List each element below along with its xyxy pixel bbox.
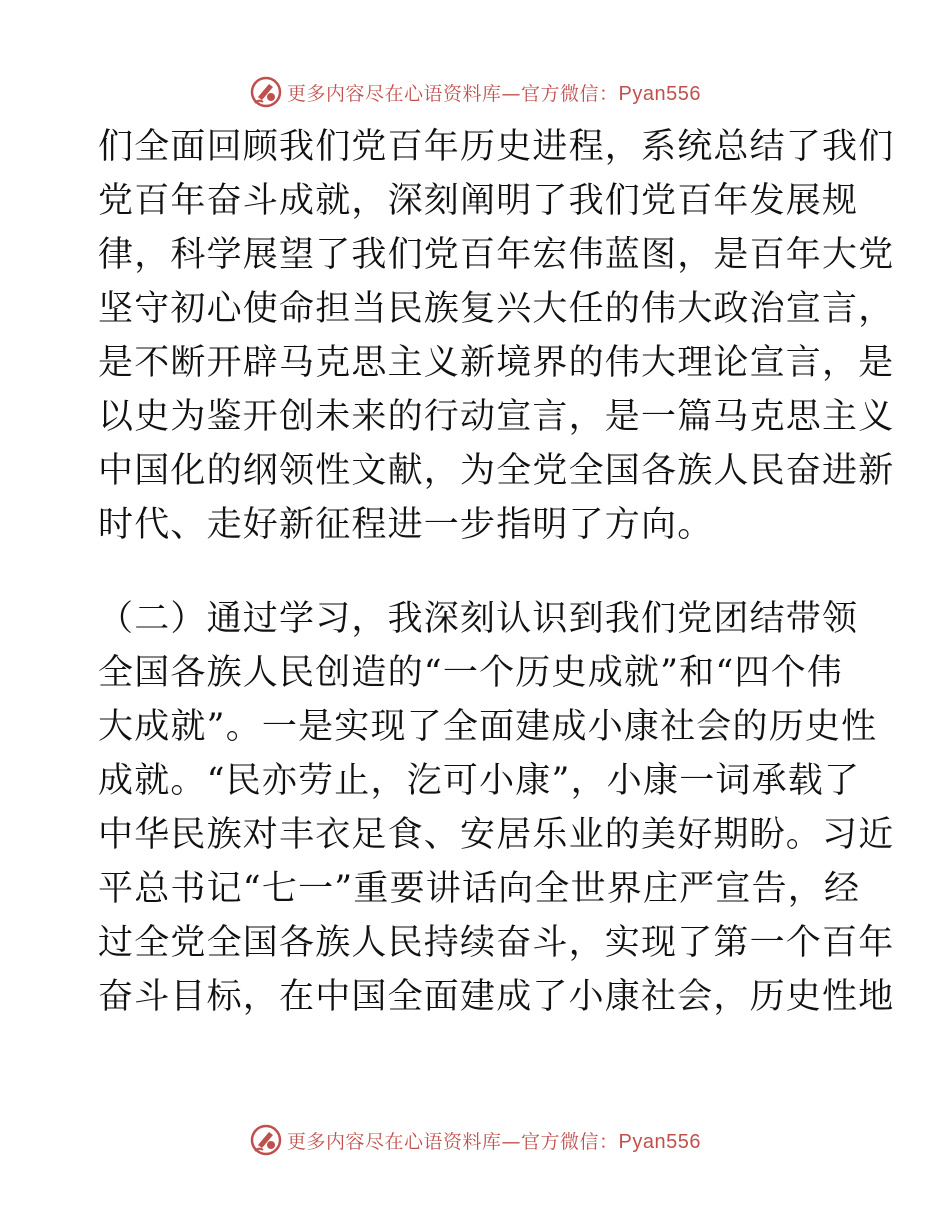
paragraph-line: 们全面回顾我们党百年历史进程，系统总结了我们 (98, 127, 895, 167)
paragraph-gap (98, 552, 858, 592)
paragraph-line: 党百年奋斗成就，深刻阐明了我们党百年发展规 (98, 181, 859, 221)
paragraph-line: 平总书记“七一”重要讲话向全世界庄严宣告，经 (98, 869, 861, 909)
paragraph-line: 是不断开辟马克思主义新境界的伟大理论宣言，是 (98, 343, 895, 383)
paragraph-line: 坚守初心使命担当民族复兴大任的伟大政治宣言， (98, 289, 895, 329)
paragraph-line: （二）通过学习，我深刻认识到我们党团结带领 (98, 599, 859, 639)
paragraph-line: 中国化的纲领性文献，为全党全国各族人民奋进新 (98, 451, 895, 491)
header-wechat-label: 官方微信： (521, 82, 619, 105)
paragraph-line: 中华民族对丰衣足食、安居乐业的美好期盼。习近 (98, 815, 895, 855)
footer-wechat-handle: Pyan556 (618, 1130, 701, 1153)
paragraph-line: 律，科学展望了我们党百年宏伟蓝图，是百年大党 (98, 235, 895, 275)
document-body (98, 120, 895, 1024)
header-site-text: 更多内容尽在心语资料库 (287, 82, 502, 105)
header-banner-text (287, 79, 701, 106)
paragraph-line: 成就。“民亦劳止，汔可小康”，小康一词承载了 (98, 761, 861, 801)
header-wechat-handle: Pyan556 (618, 82, 701, 105)
brand-logo-icon (249, 1123, 283, 1157)
paragraph-2 (98, 592, 895, 1024)
paragraph-line: 以史为鉴开创未来的行动宣言，是一篇马克思主义 (98, 397, 895, 437)
paragraph-line: 大成就”。一是实现了全面建成小康社会的历史性 (98, 707, 878, 747)
header-dash: — (501, 82, 522, 105)
footer-site-text: 更多内容尽在心语资料库 (287, 1130, 502, 1153)
paragraph-line: 时代、走好新征程进一步指明了方向。 (98, 505, 714, 545)
paragraph-1 (98, 120, 895, 552)
brand-logo-icon (249, 75, 283, 109)
header-banner (0, 72, 950, 112)
footer-banner (0, 1120, 950, 1160)
footer-dash: — (501, 1130, 522, 1153)
footer-banner-text (287, 1127, 701, 1154)
paragraph-line: 过全党全国各族人民持续奋斗，实现了第一个百年 (98, 923, 895, 963)
paragraph-line: 奋斗目标，在中国全面建成了小康社会，历史性地 (98, 977, 895, 1017)
paragraph-line: 全国各族人民创造的“一个历史成就”和“四个伟 (98, 653, 844, 693)
footer-wechat-label: 官方微信： (521, 1130, 619, 1153)
